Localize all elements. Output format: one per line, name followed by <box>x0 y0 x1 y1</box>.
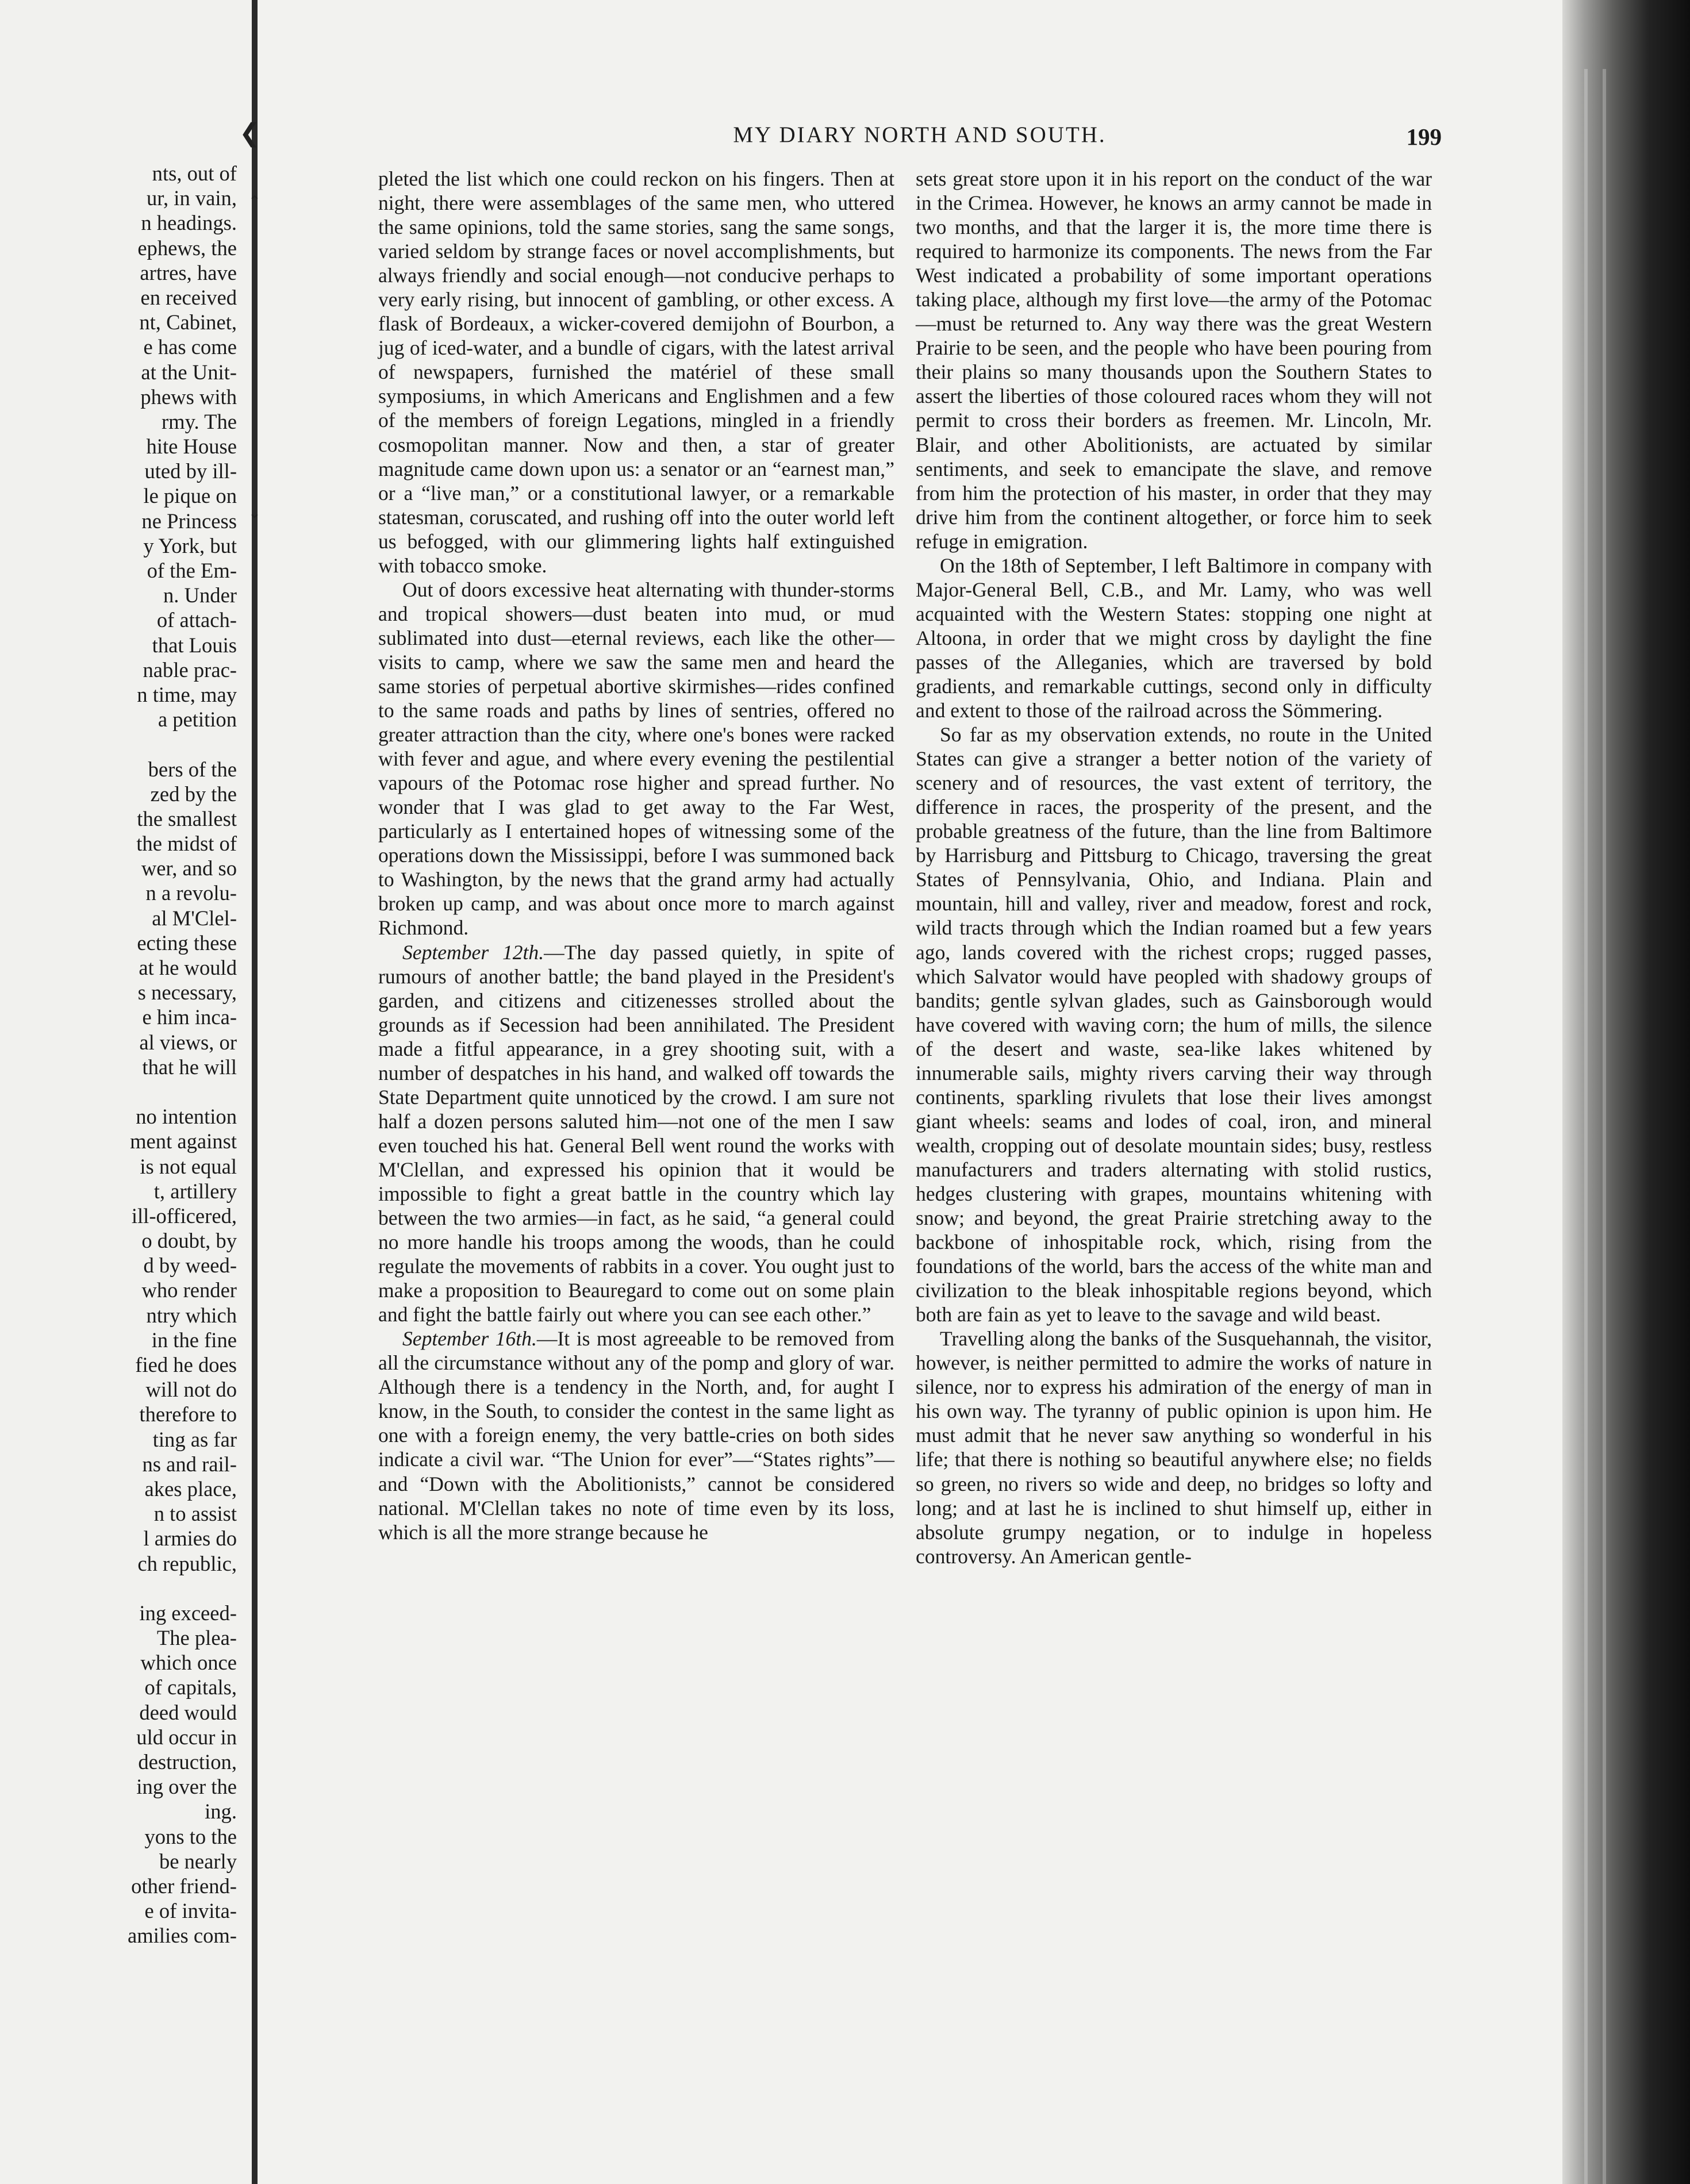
previous-page-line: amilies com- <box>128 1924 237 1948</box>
previous-page-line: y York, but <box>143 533 237 557</box>
entry-text: —It is most agreeable to be removed from all the circumstance without any of the pomp and glory of war. Although there is a tendency in the North, and, for aught I know, in the South, to consider the contest in the same light as one with a foreign enemy, the very battle-cries on both sides indicate a civil war. “The Union for ever”—“States rights”—and “Down with the Abolitionists,” cannot be considered national. M'Clellan takes no note of time even by its loss, which is all the more strange because he <box>378 1327 894 1544</box>
previous-page-line: ur, in vain, <box>146 186 237 210</box>
previous-page-line: al M'Clel- <box>152 906 237 930</box>
previous-page-line: e has come <box>143 335 237 359</box>
previous-page-line: o doubt, by <box>141 1229 237 1253</box>
previous-page-line: The plea- <box>156 1626 237 1650</box>
previous-page-line: yons to the <box>144 1824 237 1848</box>
previous-page-line: al views, or <box>139 1030 237 1054</box>
previous-page-line: ephews, the <box>137 236 237 260</box>
previous-page-line: ting as far <box>152 1427 237 1451</box>
left-column <box>378 167 894 1544</box>
previous-page-line: n a revolu- <box>145 881 237 905</box>
previous-page-line: is not equal <box>140 1154 237 1178</box>
previous-page-line: phews with <box>140 384 237 409</box>
previous-page-line: bers of the <box>148 757 237 781</box>
previous-page-line: n headings. <box>141 211 237 235</box>
binding-mark-icon: ❮ <box>239 118 260 148</box>
previous-page-line: n time, may <box>137 682 237 706</box>
previous-page-line: will not do <box>145 1378 237 1402</box>
previous-page-line: of attach- <box>156 608 237 632</box>
previous-page-line: s necessary, <box>137 981 237 1005</box>
previous-page-line: that Louis <box>152 633 237 657</box>
previous-page-line: e him inca- <box>142 1005 237 1029</box>
previous-page-line: a petition <box>158 708 237 732</box>
previous-page-line: ing. <box>205 1800 237 1824</box>
previous-page-line: ing exceed- <box>139 1601 237 1625</box>
entry-date: September 16th. <box>402 1327 537 1351</box>
previous-page-line: n to assist <box>153 1502 237 1526</box>
entry-date: September 12th. <box>402 940 544 964</box>
paragraph: On the 18th of September, I left Baltimore in company with Major-General Bell, C.B., and Mr. Lamy, who was well acquainted with the Western States: stopping one night at Altoona, in order that we might cross by daylight the fine passes of the Alleganies, which are traversed by bold gradients, and remarkable cuttings, second only in difficulty and extent to those of the railroad across the Sömmering. <box>916 553 1432 722</box>
binding-tick-icon: ⌃ <box>248 193 261 210</box>
previous-page-line: ns and rail- <box>142 1452 237 1476</box>
previous-page-line: who render <box>141 1278 237 1302</box>
previous-page-line: le pique on <box>143 484 237 508</box>
previous-page-line: that he will <box>142 1055 237 1079</box>
previous-page-line: ing over the <box>136 1775 237 1799</box>
previous-page-line: rmy. The <box>161 409 237 433</box>
diary-entry <box>378 1326 894 1544</box>
binding-tick-icon: ⌄ <box>248 505 261 522</box>
previous-page-line: no intention <box>136 1105 237 1129</box>
book-gutter <box>252 0 258 2184</box>
previous-page-line: nt, Cabinet, <box>139 310 237 334</box>
previous-page-line: uted by ill- <box>144 459 237 483</box>
previous-page-line: akes place, <box>144 1476 237 1501</box>
previous-page-line: nts, out of <box>152 162 237 185</box>
previous-page-gap <box>0 1576 237 1601</box>
previous-page-line: of capitals, <box>144 1675 237 1699</box>
paragraph: sets great store upon it in his report on the conduct of the war in the Crimea. However, he knows an army cannot be made in two months, and that the larger it is, the more time there is required to harmonize its components. The news from the Far West indicated a probability of some important operations taking place, although my first love—the army of the Potomac—must be returned to. Any way there was the great Western Prairie to be seen, and the people who have been pouring from their plains so many thousands upon the Southern States to assert the liberties of those coloured races whom they will not permit to cross their borders as freemen. Mr. Lincoln, Mr. Blair, and other Abolitionists, are actuated by similar sentiments, and seek to emancipate the slave, and remove from him the protection of his master, in order that they may drive him from the continent altogether, or force him to seek refuge in emigration. <box>916 167 1432 553</box>
previous-page-line: be nearly <box>159 1849 237 1873</box>
previous-page-line: destruction, <box>138 1750 237 1774</box>
previous-page-line: therefore to <box>139 1402 237 1426</box>
previous-page-line: of the Em- <box>147 559 237 582</box>
running-title: MY DIARY NORTH AND SOUTH. <box>733 122 1107 147</box>
previous-page-line: the smallest <box>137 806 237 830</box>
previous-page-line: ch republic, <box>137 1551 237 1575</box>
previous-page-line: nable prac- <box>143 657 237 682</box>
previous-page-line: ne Princess <box>141 509 237 533</box>
previous-page-line: uld occur in <box>136 1725 237 1749</box>
previous-page-line: artres, have <box>140 260 237 284</box>
previous-page-line: in the fine <box>151 1328 237 1352</box>
previous-page-line: the midst of <box>136 832 237 856</box>
entry-text: —The day passed quietly, in spite of rumours of another battle; the band played in the President's garden, and citizens and citizenesses strolled about the grounds as if Secession had been annihilated. The President made a fitful appearance, in a grey shooting suit, with a number of despatches in his hand, and walked off towards the State Department quite unnoticed by the crowd. I am sure not half a dozen persons saluted him—not one of the men I saw even touched his hat. General Bell went round the works with M'Clellan, and expressed his opinion that it would be impossible to fight a great battle in the country which lay between the two armies—in fact, as he said, “a general could no more handle his troops among the woods, than he could regulate the movements of rabbits in a cover. You ought just to make a proposition to Beauregard to come out on some plain and fight the battle fairly out where you can see each other.” <box>378 940 894 1326</box>
previous-page-line: ment against <box>130 1129 237 1153</box>
previous-page-line: wer, and so <box>141 856 237 880</box>
paragraph: pleted the list which one could reckon on his fingers. Then at night, there were assemblages of the same men, who uttered the same opinions, told the same stories, sang the same songs, varied seldom by strange faces or novel accomplishments, but always friendly and social enough—not conducive perhaps to very early rising, but innocent of gambling, or other excess. A flask of Bordeaux, a wicker-covered demijohn of Bourbon, a jug of iced-water, and a bundle of cigars, with the latest arrival of newspapers, furnished the matériel of these small symposiums, in which Americans and Englishmen and a few of the members of foreign Legations, mingled in a friendly cosmopolitan manner. Now and then, a star of greater magnitude came down upon us: a senator or an “earnest man,” or a “live man,” or a constitutional lawyer, or a remarkable statesman, coruscated, and rushing off into the outer world left us befogged, with our glimmering lights half extinguished with tobacco smoke. <box>378 167 894 577</box>
previous-page-gap <box>0 732 237 756</box>
previous-page-line: hite House <box>146 435 237 459</box>
previous-page-line: l armies do <box>143 1527 237 1551</box>
paragraph: Travelling along the banks of the Susquehannah, the visitor, however, is neither permitted to admire the works of nature in silence, nor to express his admiration of the energy of man in his own way. The tyranny of public opinion is upon him. He must admit that he never saw anything so wonderful in his life; that there is nothing so beautiful anywhere else; no fields so green, no rivers so wide and deep, no bridges so lofty and long; and at last he is inclined to shut himself up, either in absolute grumpy negation, or to indulge in hopeless controversy. An American gentle- <box>916 1327 1432 1568</box>
page-number: 199 <box>1406 124 1442 150</box>
diary-entry <box>378 940 894 1327</box>
previous-page-line: deed would <box>139 1700 237 1724</box>
previous-page-line: which once <box>140 1651 237 1675</box>
previous-page-line: at he would <box>139 956 237 979</box>
previous-page <box>0 0 253 2184</box>
previous-page-line: zed by the <box>150 782 237 806</box>
previous-page-line: d by weed- <box>143 1254 237 1278</box>
previous-page-line: en received <box>140 285 237 309</box>
previous-page-line: ntry which <box>146 1303 237 1327</box>
previous-page-column <box>0 161 237 1948</box>
previous-page-line: fied he does <box>135 1353 237 1376</box>
paragraph: So far as my observation extends, no route in the United States can give a stranger a better notion of the variety of scenery and of resources, the vast extent of territory, the difference in races, the prosperity of the present, and the probable greatness of the future, than the line from Baltimore by Harrisburg and Pittsburg to Chicago, traversing the great States of Pennsylvania, Ohio, and Indiana. Plain and mountain, hill and valley, river and meadow, forest and rock, wild tracts through which the Indian roamed but a few years ago, lands covered with the richest crops; rugged passes, which Salvator would have peopled with shadowy groups of bandits; gentle sylvan glades, such as Gainsborough would have covered with waving corn; the hum of mills, the silence of the desert and waste, sea-like lakes whitened by innumerable sails, mighty rivers carving their way through continents, sparkling rivulets that lose their lives amongst giant wheels: seams and lodes of coal, iron, and mineral wealth, cropping out of desolate mountain sides; busy, restless manufacturers and traders alternating with stolid rustics, hedges clustering with grapes, mountains whitening with snow; and beyond, the great Prairie stretching away to the backbone of inhospitable rock, which, rising from the foundations of the world, bars the access of the white man and civilization to the bleak inhospitable regions beyond, which both are fain as yet to leave to the savage and wild beast. <box>916 723 1432 1326</box>
previous-page-line: ill-officered, <box>131 1203 237 1228</box>
previous-page-line: e of invita- <box>144 1899 237 1923</box>
previous-page-line: t, artillery <box>153 1179 237 1203</box>
previous-page-line: ecting these <box>137 930 237 955</box>
page-edge-shadow <box>1562 0 1690 2184</box>
previous-page-gap <box>0 1079 237 1104</box>
previous-page-line: at the Unit- <box>141 360 237 384</box>
previous-page-line: n. Under <box>163 583 237 607</box>
right-column <box>916 167 1432 1568</box>
previous-page-line: other friend- <box>131 1874 237 1898</box>
paragraph: Out of doors excessive heat alternating with thunder-storms and tropical showers—dust beaten into mud, or mud sublimated into dust—eternal reviews, each like the other—visits to camp, where we saw the same men and heard the same stories of perpetual abortive skirmishes—rides confined to the same roads and paths by lines of sentries, offered no greater attraction than the city, where one's bones were racked with fever and ague, and where every evening the pestilential vapours of the Potomac rose higher and spread further. No wonder that I was glad to get away to the Far West, particularly as I entertained hopes of witnessing some of the operations down the Mississippi, before I was summoned back to Washington, by the news that the grand army had actually broken up camp, and was about once more to march against Richmond. <box>378 578 894 940</box>
